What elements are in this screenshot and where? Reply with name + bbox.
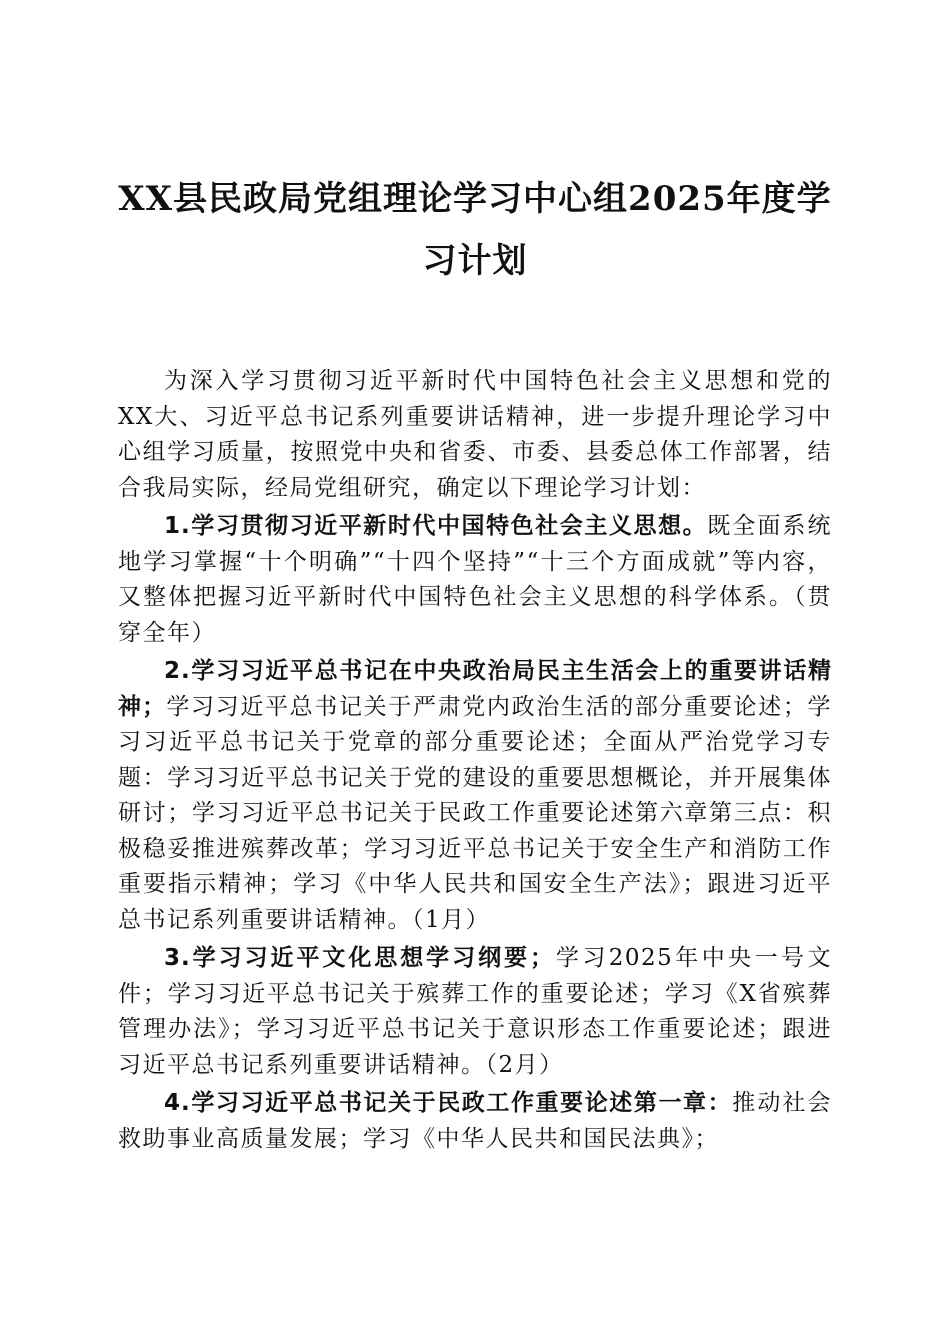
plan-item-1-text: 既全面系统地学习掌握“十个明确”“十四个坚持”“十三个方面成就”等内容，又整体把握习近平新时代中国特色社会主义思想的科学体系。（贯穿全年） bbox=[118, 513, 833, 646]
plan-item-4-text: 推动社会救助事业高质量发展；学习《中华人民共和国民法典》； bbox=[118, 1090, 832, 1152]
document-title bbox=[100, 168, 850, 292]
document-body bbox=[118, 364, 832, 1157]
plan-item-4 bbox=[118, 1086, 832, 1157]
title-line-2: 习计划 bbox=[422, 241, 528, 281]
plan-item-3-text: 学习2025年中央一号文件；学习习近平总书记关于殡葬工作的重要论述；学习《X省殡葬管理办法》；学习习近平总书记关于意识形态工作重要论述；跟进习近平总书记系列重要讲话精神。（2月） bbox=[118, 945, 832, 1078]
intro-paragraph: 为深入学习贯彻习近平新时代中国特色社会主义思想和党的XX大、习近平总书记系列重要讲话精神，进一步提升理论学习中心组学习质量，按照党中央和省委、市委、县委总体工作部署，结合我局实际，经局党组研究，确定以下理论学习计划： bbox=[118, 368, 832, 501]
plan-item-2-text: 学习习近平总书记关于严肃党内政治生活的部分重要论述；学习习近平总书记关于党章的部分重要论述；全面从严治党学习专题：学习习近平总书记关于党的建设的重要思想概论，并开展集体研讨；学习习近平总书记关于民政工作重要论述第六章第三点：积极稳妥推进殡葬改革；学习习近平总书记关于安全生产和消防工作重要指示精神；学习《中华人民共和国安全生产法》；跟进习近平总书记系列重要讲话精神。（1月） bbox=[118, 693, 833, 933]
plan-item-2-heading: 2.学习习近平总书记在中央政治局民主生活会上的重要讲话精神； bbox=[118, 658, 832, 720]
plan-item-4-heading: 4.学习习近平总书记关于民政工作重要论述第一章： bbox=[164, 1090, 733, 1116]
plan-item-1 bbox=[118, 509, 832, 651]
plan-item-3-heading: 3.学习习近平文化思想学习纲要； bbox=[164, 945, 554, 971]
plan-item-2 bbox=[118, 654, 832, 938]
plan-item-3 bbox=[118, 941, 832, 1083]
title-line-1: XX县民政局党组理论学习中心组2025年度学 bbox=[118, 179, 832, 219]
plan-item-1-heading: 1.学习贯彻习近平新时代中国特色社会主义思想。 bbox=[164, 513, 708, 539]
